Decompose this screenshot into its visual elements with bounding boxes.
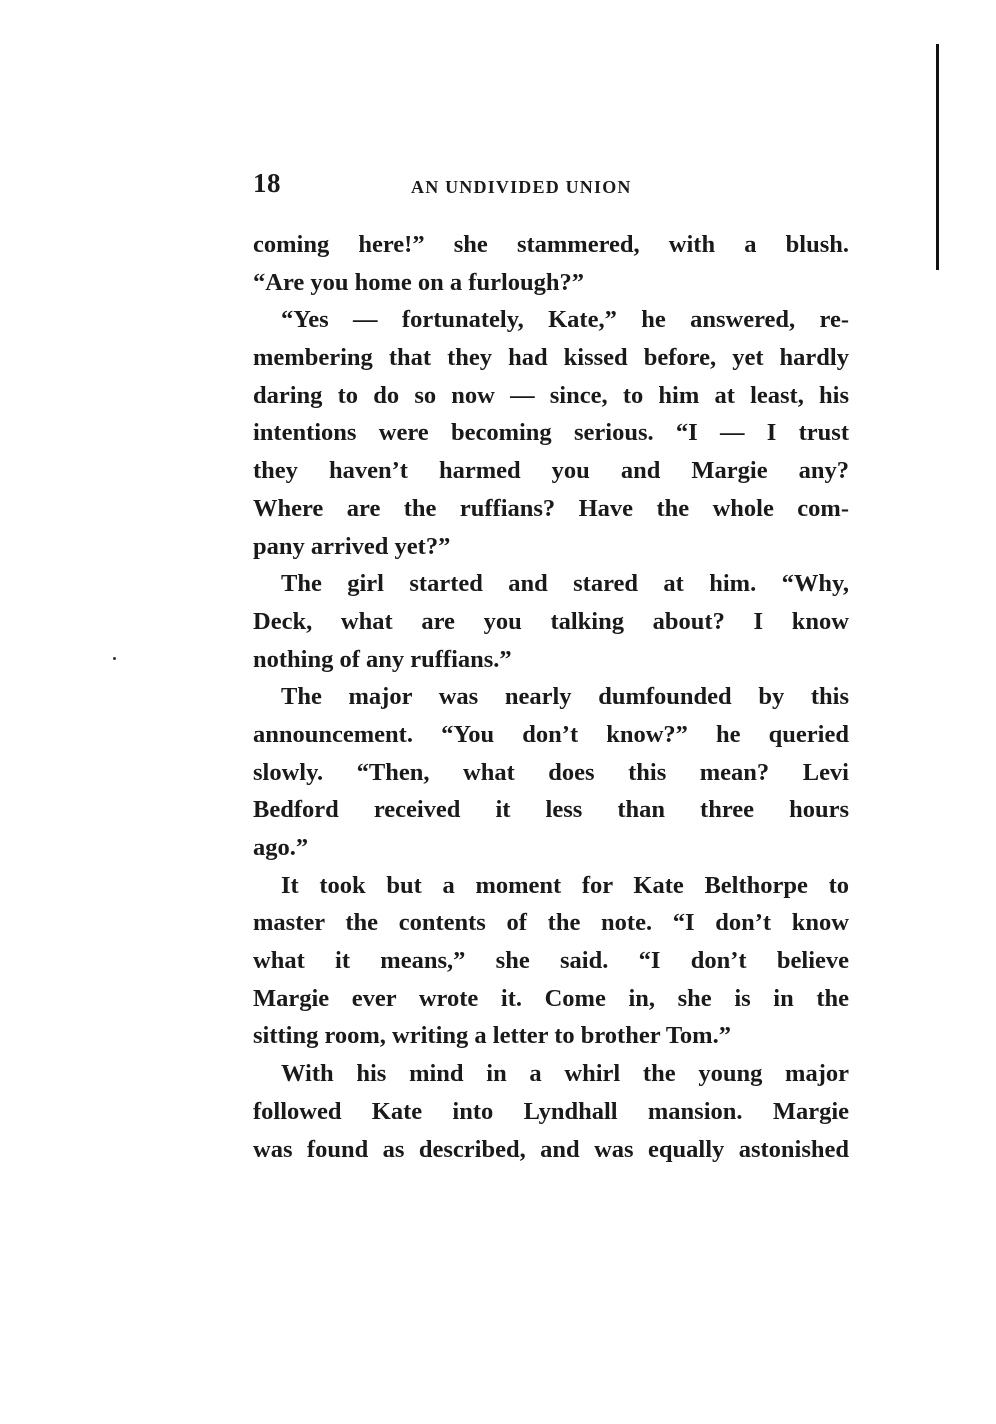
text-line: The major was nearly dumfounded by this: [281, 683, 849, 711]
text-line: Bedford received it less than three hours: [253, 796, 849, 824]
page-header: [253, 168, 849, 208]
text-line: Margie ever wrote it. Come in, she is in the: [253, 984, 849, 1012]
text-line: announcement. “You don’t know?” he queried: [253, 720, 849, 748]
text-line: pany arrived yet?”: [253, 532, 451, 560]
text-line: “Yes — fortunately, Kate,” he answered, re-: [281, 306, 849, 334]
text-line: ago.”: [253, 834, 309, 861]
text-line: Deck, what are you talking about? I know: [253, 607, 849, 635]
text-line: With his mind in a whirl the young major: [281, 1060, 849, 1088]
page-number: 18: [253, 168, 281, 198]
text-line: “Are you home on a furlough?”: [253, 268, 585, 296]
page-edge-rule: [936, 44, 939, 270]
text-line: followed Kate into Lyndhall mansion. Margie: [253, 1097, 849, 1125]
stray-mark: [113, 657, 116, 660]
text-line: they haven’t harmed you and Margie any?: [253, 457, 849, 485]
text-line: intentions were becoming serious. “I — I trust: [253, 419, 849, 447]
text-line: was found as described, and was equally astonished: [253, 1135, 849, 1163]
text-line: nothing of any ruffians.”: [253, 645, 512, 673]
text-line: daring to do so now — since, to him at least, his: [253, 381, 849, 409]
text-line: sitting room, writing a letter to brother Tom.”: [253, 1022, 731, 1050]
text-line: It took but a moment for Kate Belthorpe to: [281, 871, 849, 899]
text-line: membering that they had kissed before, yet hardly: [253, 344, 849, 372]
text-line: Where are the ruffians? Have the whole com-: [253, 494, 849, 522]
text-line: what it means,” she said. “I don’t believe: [253, 947, 849, 975]
text-line: master the contents of the note. “I don’t know: [253, 909, 849, 937]
body-text: [253, 226, 849, 1168]
text-line: coming here!” she stammered, with a blush.: [253, 231, 849, 258]
text-line: The girl started and stared at him. “Why,: [281, 570, 849, 598]
text-line: slowly. “Then, what does this mean? Levi: [253, 758, 849, 786]
running-head: AN UNDIVIDED UNION: [411, 177, 632, 197]
